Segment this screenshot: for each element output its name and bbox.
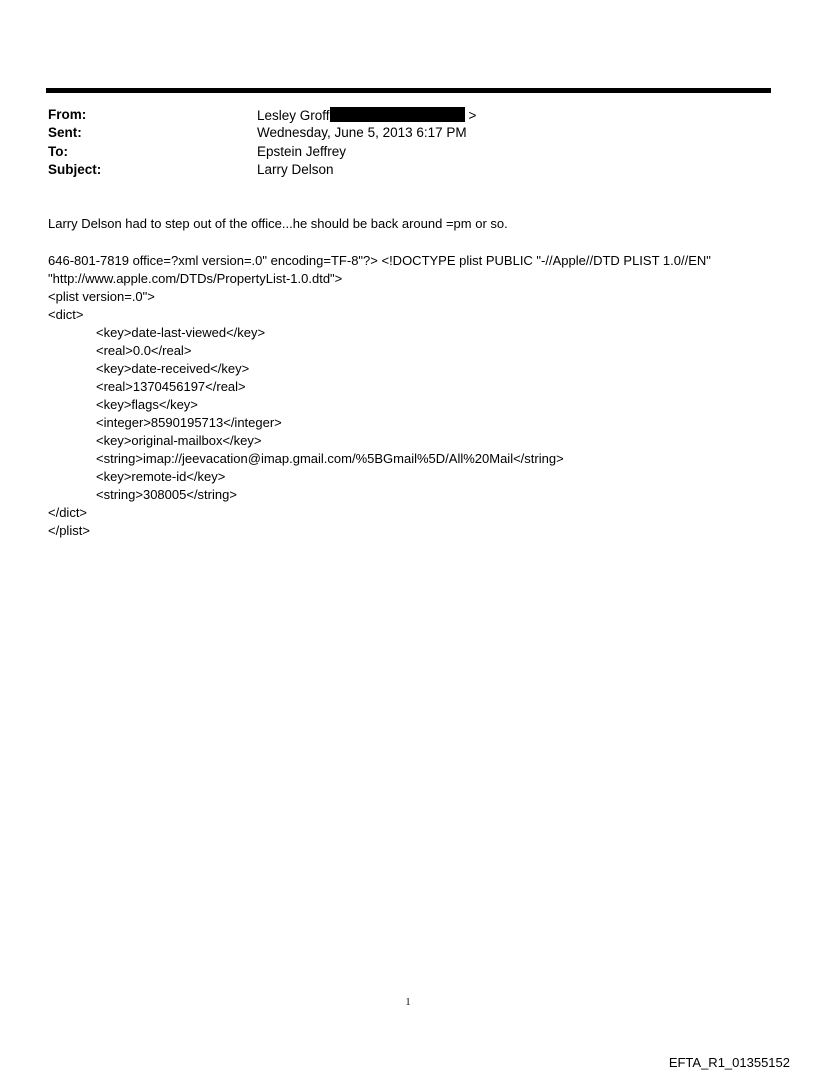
message-text: Larry Delson had to step out of the office...he should be back around =pm or so.: [48, 216, 508, 231]
dict-line: <real>0.0</real>: [96, 343, 192, 358]
dict-line: <key>original-mailbox</key>: [96, 433, 262, 448]
plist-close: </plist>: [48, 523, 90, 538]
document-id: EFTA_R1_01355152: [668, 1055, 790, 1070]
subject-label: Subject:: [48, 162, 102, 177]
plist-open: <plist version=.0">: [48, 289, 155, 304]
from-suffix: >: [468, 108, 477, 123]
page-number: 1: [405, 997, 411, 1008]
dict-line: <key>remote-id</key>: [96, 469, 226, 484]
dict-line: <key>date-received</key>: [96, 361, 250, 376]
dict-line: <real>1370456197</real>: [96, 379, 246, 394]
from-name: Lesley Groff: [257, 108, 330, 123]
to-label: To:: [48, 144, 68, 159]
dict-open: <dict>: [48, 307, 84, 322]
from-value: [257, 107, 476, 123]
dict-line: <key>flags</key>: [96, 397, 198, 412]
from-label: From:: [48, 107, 87, 122]
code-line-1: 646-801-7819 office=?xml version=.0" encoding=TF-8"?> <!DOCTYPE plist PUBLIC "-//Apple//DTD PLIST 1.0//EN": [48, 253, 711, 268]
sent-value: Wednesday, June 5, 2013 6:17 PM: [257, 125, 467, 140]
dict-line: <string>308005</string>: [96, 487, 237, 502]
code-line-2: "http://www.apple.com/DTDs/PropertyList-1.0.dtd">: [48, 271, 343, 286]
to-value: Epstein Jeffrey: [257, 144, 347, 159]
header-divider: [46, 88, 771, 93]
subject-value: Larry Delson: [257, 162, 334, 177]
dict-line: <string>imap://jeevacation@imap.gmail.com/%5BGmail%5D/All%20Mail</string>: [96, 451, 564, 466]
dict-line: <integer>8590195713</integer>: [96, 415, 282, 430]
redaction-box: [330, 107, 465, 122]
dict-close: </dict>: [48, 505, 88, 520]
sent-label: Sent:: [48, 125, 82, 140]
dict-line: <key>date-last-viewed</key>: [96, 325, 266, 340]
